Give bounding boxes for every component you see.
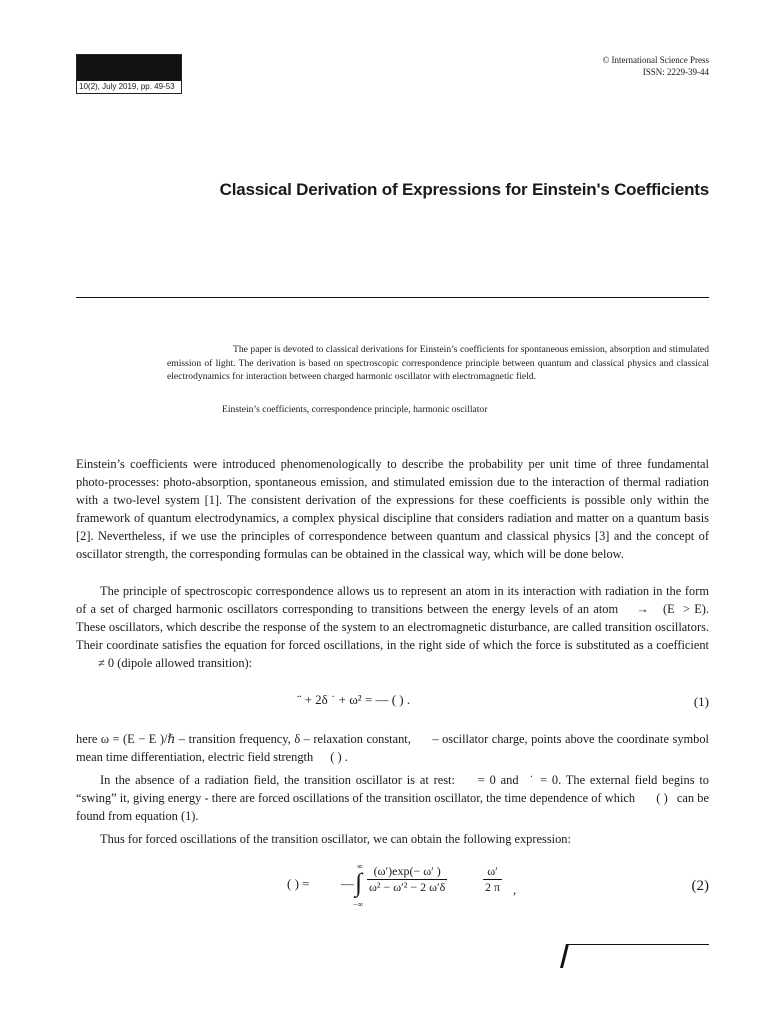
paragraph-1 xyxy=(76,455,709,563)
transition-frequency-formula: ω = (E − E )/ℏ xyxy=(100,732,176,746)
energy-level-compare: > E xyxy=(682,602,702,616)
publisher-info xyxy=(602,54,709,78)
fraction-numerator: (ω′)exp(− ω′ ) xyxy=(367,864,447,880)
equation-2-fraction xyxy=(367,864,447,895)
paragraph-5 xyxy=(76,830,709,848)
field-strength-paren: ( ) . xyxy=(330,750,348,764)
issn: ISSN: 2229-39-44 xyxy=(642,67,709,77)
paper-title: Classical Derivation of Expressions for Einstein's Coefficients xyxy=(219,180,709,199)
paragraph-3-text-b: – transition frequency, xyxy=(178,732,291,746)
equation-2-minus: — xyxy=(341,876,354,891)
paragraph-4-text-b: . The external field begins to “swing” it, giving energy - there are forced oscillations of the transition oscillator, the time dependence of which xyxy=(76,773,709,805)
paragraph-4-text-a: In the absence of a radiation field, the transition oscillator is at rest: xyxy=(100,773,455,787)
paragraph-3 xyxy=(76,730,709,766)
journal-logo-bar xyxy=(77,55,181,81)
integral-sign: ∫ xyxy=(355,868,363,897)
equation-1-number: (1) xyxy=(693,694,709,709)
time-dependence-paren: ( ) xyxy=(656,791,668,805)
rest-condition-2: ˙ = 0 xyxy=(529,773,559,787)
rest-condition-1: = 0 xyxy=(477,773,496,787)
integral-lower-limit: −∞ xyxy=(353,900,364,909)
paragraph-2-text-a: The principle of spectroscopic correspondence allows us to represent an atom in its interaction with radiation in the form of a set of charged harmonic oscillators corresponding to transitions between the energy levels of an atom xyxy=(76,584,709,616)
equation-1: ¨ + 2δ ˙ + ω² = — ( ) . xyxy=(297,692,411,707)
issue-box xyxy=(76,54,182,94)
measure-numerator: ω′ xyxy=(483,864,502,880)
footer-rule xyxy=(566,944,709,945)
abstract xyxy=(167,343,709,384)
equation-2-lhs: ( ) = xyxy=(287,876,310,891)
equation-2-measure xyxy=(483,864,502,895)
transition-arrow: → xyxy=(636,602,649,616)
equation-2-number: (2) xyxy=(691,878,709,894)
paragraph-2-text-c: (dipole allowed transition): xyxy=(117,656,253,670)
equation-2-comma: , xyxy=(513,882,517,897)
paragraph-3-text-d: – oscillator charge, points above the coordinate symbol mean time differentiation, electric field strength xyxy=(76,732,709,764)
paragraph-4-and: and xyxy=(500,773,519,787)
paragraph-4 xyxy=(76,771,709,825)
paragraph-2-text-b: ). These oscillators, which describe the response of the system to an electromagnetic disturbance, are called transition oscillators. Their coordinate satisfies the equation for forced oscillations, in the right side of which the force is substituted as a coefficient xyxy=(76,602,710,652)
title-divider xyxy=(76,297,709,298)
integral-upper-limit: ∞ xyxy=(357,862,363,871)
footer-slash-mark xyxy=(560,944,569,968)
paragraph-2 xyxy=(76,582,709,672)
not-zero: ≠ 0 xyxy=(98,656,115,670)
issue-reference: 10(2), July 2019, pp. 49-53 xyxy=(79,82,175,91)
paragraph-3-text-c: – relaxation constant, xyxy=(303,732,411,746)
paragraph-5-text: Thus for forced oscillations of the transition oscillator, we can obtain the following expression: xyxy=(100,832,571,846)
energy-level-upper: (E xyxy=(663,602,675,616)
keywords: Einstein’s coefficients, correspondence principle, harmonic oscillator xyxy=(222,404,488,415)
fraction-denominator: ω² − ω′² − 2 ω′δ xyxy=(369,880,446,894)
abstract-text: The paper is devoted to classical derivations for Einstein’s coefficients for spontaneous emission, absorption and stimulated emission of light. The derivation is based on spectroscopic correspondence principle between quantum and classical physics and classical electrodynamics for interaction between charged harmonic oscillator with electromagnetic field. xyxy=(167,344,709,382)
paragraph-3-text-a: here xyxy=(76,732,98,746)
relaxation-symbol: δ xyxy=(294,732,301,746)
paragraph-1-text: Einstein’s coefficients were introduced phenomenologically to describe the probability per unit time of three fundamental photo-processes: photo-absorption, spontaneous emission, and stimulated emission due to the interaction of thermal radiation with a two-level system [1]. The consistent derivation of the expressions for these coefficients is possible only within the framework of quantum electrodynamics, a complex physical discipline that considers radiation and matter on a quantum basis [2]. Nevertheless, if we use the principles of correspondence between quantum and classical physics [3] and the concept of oscillator strength, the corresponding formulas can be obtained in the classical way, which will be done below. xyxy=(76,457,709,561)
measure-denominator: 2 π xyxy=(485,880,501,894)
paragraph-4-text-c: can be found from equation (1). xyxy=(76,791,709,823)
publisher-name: © International Science Press xyxy=(602,55,709,65)
